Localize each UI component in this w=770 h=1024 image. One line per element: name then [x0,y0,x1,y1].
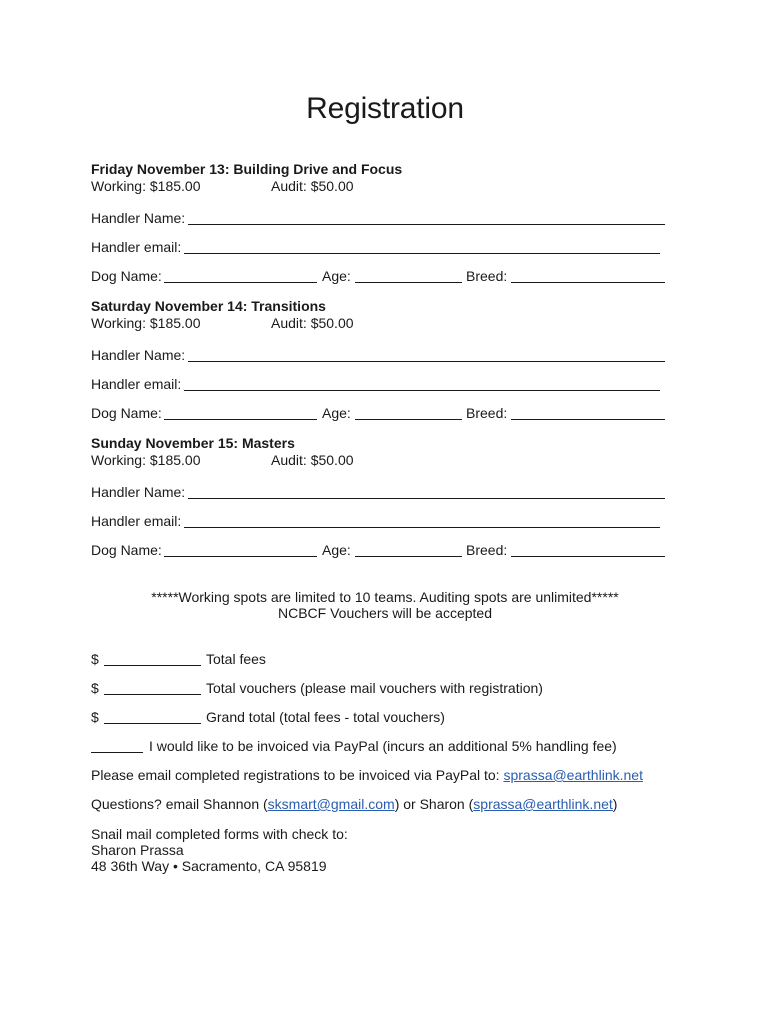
sharon-email-link[interactable]: sprassa@earthlink.net [473,796,613,812]
handler-email-label: Handler email: [91,513,182,529]
handler-name-field[interactable] [188,210,665,225]
age-label: Age: [322,542,351,558]
shannon-email-link[interactable]: sksmart@gmail.com [267,796,395,812]
audit-price: Audit: $50.00 [271,452,354,468]
dog-row [91,405,671,422]
dog-row [91,542,671,559]
day-section-sunday [91,435,671,559]
dog-name-label: Dog Name: [91,405,162,421]
breed-label: Breed: [466,268,508,284]
audit-price: Audit: $50.00 [271,178,354,194]
day-heading: Sunday November 15: Masters [91,435,295,451]
handler-email-label: Handler email: [91,239,182,255]
breed-label: Breed: [466,542,508,558]
paypal-email-link[interactable]: sprassa@earthlink.net [503,767,643,783]
questions-suffix: ) [612,796,618,812]
day-heading: Saturday November 14: Transitions [91,298,326,314]
dog-name-label: Dog Name: [91,542,162,558]
handler-name-row [91,347,671,364]
price-line [91,315,671,332]
handler-email-field[interactable] [184,376,660,391]
day-section-friday [91,161,671,285]
mail-name: Sharon Prassa [91,842,184,858]
total-fees-field[interactable] [104,651,201,666]
breed-field[interactable] [511,405,665,420]
currency-symbol: $ [91,709,99,725]
paypal-option-label: I would like to be invoiced via PayPal (incurs an additional 5% handling fee) [149,738,617,754]
working-price: Working: $185.00 [91,315,201,331]
handler-name-label: Handler Name: [91,347,186,363]
working-price: Working: $185.00 [91,178,201,194]
breed-field[interactable] [511,268,665,283]
grand-total-field[interactable] [104,709,201,724]
dog-row [91,268,671,285]
total-vouchers-label: Total vouchers (please mail vouchers with registration) [206,680,543,696]
age-field[interactable] [355,542,462,557]
age-field[interactable] [355,268,462,283]
questions-middle: ) or Sharon ( [394,796,474,812]
handler-name-label: Handler Name: [91,210,186,226]
breed-label: Breed: [466,405,508,421]
breed-field[interactable] [511,542,665,557]
dog-name-field[interactable] [164,405,317,420]
paypal-option-field[interactable] [91,738,143,753]
paypal-email-prefix: Please email completed registrations to be invoiced via PayPal to: [91,767,504,783]
handler-email-row [91,239,671,256]
price-line [91,452,671,469]
dog-name-label: Dog Name: [91,268,162,284]
handler-email-row [91,513,671,530]
dog-name-field[interactable] [164,268,317,283]
handler-name-row [91,484,671,501]
dog-name-field[interactable] [164,542,317,557]
mail-instruction: Snail mail completed forms with check to: [91,826,348,842]
age-label: Age: [322,268,351,284]
questions-prefix: Questions? email Shannon ( [91,796,268,812]
currency-symbol: $ [91,651,99,667]
grand-total-label: Grand total (total fees - total vouchers) [206,709,445,725]
notice [0,589,770,621]
handler-email-row [91,376,671,393]
total-vouchers-field[interactable] [104,680,201,695]
notice-line-1: *****Working spots are limited to 10 teams. Auditing spots are unlimited***** [151,589,619,605]
handler-name-row [91,210,671,227]
questions-line [91,796,617,813]
audit-price: Audit: $50.00 [271,315,354,331]
handler-name-label: Handler Name: [91,484,186,500]
handler-name-field[interactable] [188,484,665,499]
page-title: Registration [306,92,464,125]
handler-email-label: Handler email: [91,376,182,392]
notice-line-2: NCBCF Vouchers will be accepted [278,605,492,621]
handler-name-field[interactable] [188,347,665,362]
currency-symbol: $ [91,680,99,696]
day-section-saturday [91,298,671,422]
age-field[interactable] [355,405,462,420]
price-line [91,178,671,195]
age-label: Age: [322,405,351,421]
mailing-address [91,826,348,874]
paypal-email-line [91,767,643,784]
total-fees-label: Total fees [206,651,266,667]
working-price: Working: $185.00 [91,452,201,468]
handler-email-field[interactable] [184,513,660,528]
day-heading: Friday November 13: Building Drive and Focus [91,161,403,177]
handler-email-field[interactable] [184,239,660,254]
mail-address: 48 36th Way • Sacramento, CA 95819 [91,858,327,874]
